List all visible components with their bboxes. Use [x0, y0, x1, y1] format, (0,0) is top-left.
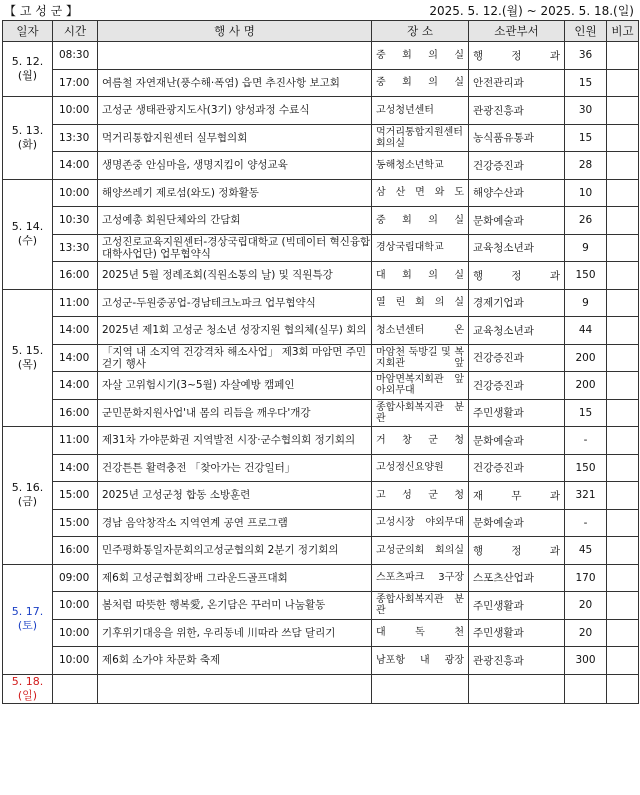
dept-cell: 문화예술과	[469, 427, 565, 455]
table-row	[3, 262, 639, 290]
count-cell: 150	[565, 262, 607, 290]
place-cell: 동해청소년학교	[372, 152, 469, 180]
event-cell: 2025년 제1회 고성군 청소년 성장지원 협의체(실무) 회의	[98, 317, 372, 345]
weekday-label: (월)	[17, 69, 38, 82]
dept-cell: 행 정 과	[469, 537, 565, 565]
note-cell	[607, 592, 639, 620]
count-cell: 30	[565, 97, 607, 125]
dept-cell: 농식품유통과	[469, 124, 565, 152]
event-cell: 군민문화지원사업'내 몸의 리듬을 깨우다'개강	[98, 399, 372, 427]
place-cell: 먹거리통합지원센터 회의실	[372, 124, 469, 152]
note-cell	[607, 482, 639, 510]
time-cell: 14:00	[53, 454, 98, 482]
place-cell: 종합사회복지관 분관	[372, 592, 469, 620]
event-cell: 건강튼튼 활력충전 「찾아가는 건강일터」	[98, 454, 372, 482]
count-cell: 150	[565, 454, 607, 482]
table-row	[3, 619, 639, 647]
table-row	[3, 509, 639, 537]
dept-cell: 관광진흥과	[469, 97, 565, 125]
note-cell	[607, 537, 639, 565]
count-cell: 36	[565, 42, 607, 70]
note-cell	[607, 179, 639, 207]
place-cell: 고성시장 야외무대	[372, 509, 469, 537]
dept-cell: 주민생활과	[469, 399, 565, 427]
event-cell: 자살 고위험시기(3~5월) 자살예방 캠페인	[98, 372, 372, 400]
table-row	[3, 592, 639, 620]
date-label: 5. 18.	[11, 674, 44, 688]
count-cell: 28	[565, 152, 607, 180]
place-cell: 고성정신요양원	[372, 454, 469, 482]
weekday-label: (목)	[17, 357, 38, 371]
col-header-place: 장 소	[372, 21, 469, 42]
place-cell: 종합사회복지관 분관	[372, 399, 469, 427]
dept-cell: 교육청소년과	[469, 234, 565, 262]
note-cell	[607, 42, 639, 70]
event-cell: 고성예총 회원단체와의 간담회	[98, 207, 372, 235]
table-row	[3, 207, 639, 235]
org-title: 【 고 성 군 】	[4, 4, 79, 18]
table-row	[3, 427, 639, 455]
dept-cell: 건강증진과	[469, 372, 565, 400]
place-cell: 청소년센터 온	[372, 317, 469, 345]
note-cell	[607, 399, 639, 427]
time-cell: 15:00	[53, 509, 98, 537]
time-cell	[53, 674, 98, 703]
note-cell	[607, 509, 639, 537]
count-cell: 15	[565, 69, 607, 97]
place-cell: 남포항 내 광장	[372, 647, 469, 675]
count-cell: 45	[565, 537, 607, 565]
table-row	[3, 399, 639, 427]
table-row	[3, 124, 639, 152]
time-cell: 10:30	[53, 207, 98, 235]
dept-cell: 행 정 과	[469, 262, 565, 290]
count-cell: 200	[565, 344, 607, 372]
event-cell: 2025년 5월 정례조회(직원소통의 날) 및 직원특강	[98, 262, 372, 290]
date-label: 5. 14.	[11, 220, 44, 233]
col-header-event: 행 사 명	[98, 21, 372, 42]
place-cell: 고 성 군 청	[372, 482, 469, 510]
time-cell: 10:00	[53, 619, 98, 647]
place-cell: 중 회 의 실	[372, 69, 469, 97]
place-cell: 고성청년센터	[372, 97, 469, 125]
time-cell: 13:30	[53, 234, 98, 262]
note-cell	[607, 262, 639, 290]
note-cell	[607, 317, 639, 345]
time-cell: 10:00	[53, 97, 98, 125]
count-cell: 26	[565, 207, 607, 235]
dept-cell: 안전관리과	[469, 69, 565, 97]
place-cell: 경상국립대학교	[372, 234, 469, 262]
time-cell: 11:00	[53, 289, 98, 317]
count-cell: -	[565, 509, 607, 537]
time-cell: 14:00	[53, 152, 98, 180]
event-cell: 봄처럼 따뜻한 행복愛, 온기담은 꾸러미 나눔활동	[98, 592, 372, 620]
schedule-table	[2, 20, 639, 704]
time-cell: 17:00	[53, 69, 98, 97]
table-row	[3, 674, 639, 703]
time-cell: 15:00	[53, 482, 98, 510]
col-header-count: 인원	[565, 21, 607, 42]
date-cell	[3, 564, 53, 674]
count-cell: 20	[565, 592, 607, 620]
col-header-time: 시간	[53, 21, 98, 42]
note-cell	[607, 234, 639, 262]
note-cell	[607, 152, 639, 180]
count-cell: 200	[565, 372, 607, 400]
note-cell	[607, 619, 639, 647]
weekday-label: (금)	[17, 495, 38, 509]
event-cell: 제6회 고성군협회장배 그라운드골프대회	[98, 564, 372, 592]
date-label: 5. 15.	[11, 343, 44, 357]
place-cell: 중 회 의 실	[372, 207, 469, 235]
table-row	[3, 482, 639, 510]
place-cell: 열 린 회 의 실	[372, 289, 469, 317]
date-cell	[3, 179, 53, 289]
table-row	[3, 179, 639, 207]
time-cell: 08:30	[53, 42, 98, 70]
place-cell: 거 창 군 청	[372, 427, 469, 455]
weekday-label: (화)	[17, 137, 38, 151]
dept-cell: 해양수산과	[469, 179, 565, 207]
count-cell: -	[565, 427, 607, 455]
table-row	[3, 344, 639, 372]
note-cell	[607, 97, 639, 125]
dept-cell: 문화예술과	[469, 509, 565, 537]
time-cell: 14:00	[53, 372, 98, 400]
note-cell	[607, 647, 639, 675]
time-cell: 13:30	[53, 124, 98, 152]
place-cell: 마암면복지회관 앞 아외무대	[372, 372, 469, 400]
event-cell: 경남 음악창작소 지역연계 공연 프로그램	[98, 509, 372, 537]
note-cell	[607, 674, 639, 703]
count-cell: 15	[565, 124, 607, 152]
dept-cell: 주민생활과	[469, 592, 565, 620]
table-row	[3, 317, 639, 345]
event-cell: 먹거리통합지원센터 실무협의회	[98, 124, 372, 152]
time-cell: 10:00	[53, 179, 98, 207]
event-cell: 민주평화통일자문회의고성군협의회 2분기 정기회의	[98, 537, 372, 565]
table-row	[3, 69, 639, 97]
event-cell: 2025년 고성군청 합동 소방훈련	[98, 482, 372, 510]
time-cell: 14:00	[53, 317, 98, 345]
date-label: 5. 16.	[11, 481, 44, 495]
event-cell: 여름철 자연재난(풍수해·폭염) 읍면 추진사항 보고회	[98, 69, 372, 97]
table-row	[3, 97, 639, 125]
page-header	[0, 0, 640, 20]
table-row	[3, 564, 639, 592]
weekday-label: (수)	[17, 234, 38, 247]
count-cell: 321	[565, 482, 607, 510]
event-cell: 「지역 내 소지역 건강격차 해소사업」 제3회 마암면 주민걷기 행사	[98, 344, 372, 372]
table-row	[3, 42, 639, 70]
count-cell: 9	[565, 289, 607, 317]
count-cell: 15	[565, 399, 607, 427]
time-cell: 10:00	[53, 592, 98, 620]
note-cell	[607, 207, 639, 235]
dept-cell: 문화예술과	[469, 207, 565, 235]
place-cell: 대 회 의 실	[372, 262, 469, 290]
note-cell	[607, 372, 639, 400]
place-cell: 삼 산 면 와 도	[372, 179, 469, 207]
dept-cell: 재 무 과	[469, 482, 565, 510]
time-cell: 14:00	[53, 344, 98, 372]
count-cell: 20	[565, 619, 607, 647]
place-cell: 고성군의회 회의실	[372, 537, 469, 565]
time-cell: 16:00	[53, 537, 98, 565]
note-cell	[607, 69, 639, 97]
event-cell: 해양쓰레기 제로섬(와도) 정화활동	[98, 179, 372, 207]
schedule-body	[3, 42, 639, 704]
count-cell: 10	[565, 179, 607, 207]
dept-cell: 스포츠산업과	[469, 564, 565, 592]
dept-cell: 주민생활과	[469, 619, 565, 647]
dept-cell: 행 정 과	[469, 42, 565, 70]
time-cell: 09:00	[53, 564, 98, 592]
table-row	[3, 647, 639, 675]
place-cell: 대 독 천	[372, 619, 469, 647]
table-row	[3, 372, 639, 400]
event-cell	[98, 42, 372, 70]
date-range: 2025. 5. 12.(월) ~ 2025. 5. 18.(일)	[429, 4, 634, 18]
note-cell	[607, 289, 639, 317]
table-header-row	[3, 21, 639, 42]
time-cell: 16:00	[53, 262, 98, 290]
count-cell	[565, 674, 607, 703]
table-row	[3, 234, 639, 262]
date-cell	[3, 289, 53, 427]
event-cell: 고성군 생태관광지도사(3기) 양성과정 수료식	[98, 97, 372, 125]
place-cell	[372, 674, 469, 703]
count-cell: 9	[565, 234, 607, 262]
note-cell	[607, 344, 639, 372]
event-cell: 제6회 소가야 차문화 축제	[98, 647, 372, 675]
note-cell	[607, 454, 639, 482]
note-cell	[607, 564, 639, 592]
date-cell	[3, 97, 53, 180]
event-cell: 제31차 가야문화권 지역발전 시장·군수협의회 정기회의	[98, 427, 372, 455]
event-cell: 고성진로교육지원센터-경상국립대학교 (빅데이터 혁신융합대학사업단) 업무협약식	[98, 234, 372, 262]
count-cell: 300	[565, 647, 607, 675]
time-cell: 10:00	[53, 647, 98, 675]
table-row	[3, 152, 639, 180]
date-label: 5. 12.	[11, 55, 44, 68]
date-label: 5. 13.	[11, 123, 44, 137]
col-header-date: 일자	[3, 21, 53, 42]
dept-cell: 건강증진과	[469, 344, 565, 372]
date-label: 5. 17.	[11, 605, 44, 618]
date-cell	[3, 674, 53, 703]
dept-cell: 교육청소년과	[469, 317, 565, 345]
col-header-note: 비고	[607, 21, 639, 42]
note-cell	[607, 427, 639, 455]
event-cell	[98, 674, 372, 703]
time-cell: 11:00	[53, 427, 98, 455]
col-header-dept: 소관부서	[469, 21, 565, 42]
place-cell: 중 회 의 실	[372, 42, 469, 70]
count-cell: 44	[565, 317, 607, 345]
place-cell: 스포츠파크 3구장	[372, 564, 469, 592]
dept-cell: 건강증진과	[469, 152, 565, 180]
dept-cell	[469, 674, 565, 703]
weekday-label: (토)	[17, 619, 38, 632]
time-cell: 16:00	[53, 399, 98, 427]
table-row	[3, 454, 639, 482]
dept-cell: 경제기업과	[469, 289, 565, 317]
event-cell: 기후위기대응을 위한, 우리동네 川따라 쓰담 달리기	[98, 619, 372, 647]
dept-cell: 관광진흥과	[469, 647, 565, 675]
note-cell	[607, 124, 639, 152]
table-row	[3, 537, 639, 565]
date-cell	[3, 42, 53, 97]
table-row	[3, 289, 639, 317]
event-cell: 생명존중 안심마을, 생명지킴이 양성교육	[98, 152, 372, 180]
event-cell: 고성군-두원중공업-경남테크노파크 업무협약식	[98, 289, 372, 317]
weekday-label: (일)	[17, 688, 38, 702]
date-cell	[3, 427, 53, 565]
count-cell: 170	[565, 564, 607, 592]
dept-cell: 건강증진과	[469, 454, 565, 482]
place-cell: 마암천 둑방길 및 복지회관 앞	[372, 344, 469, 372]
